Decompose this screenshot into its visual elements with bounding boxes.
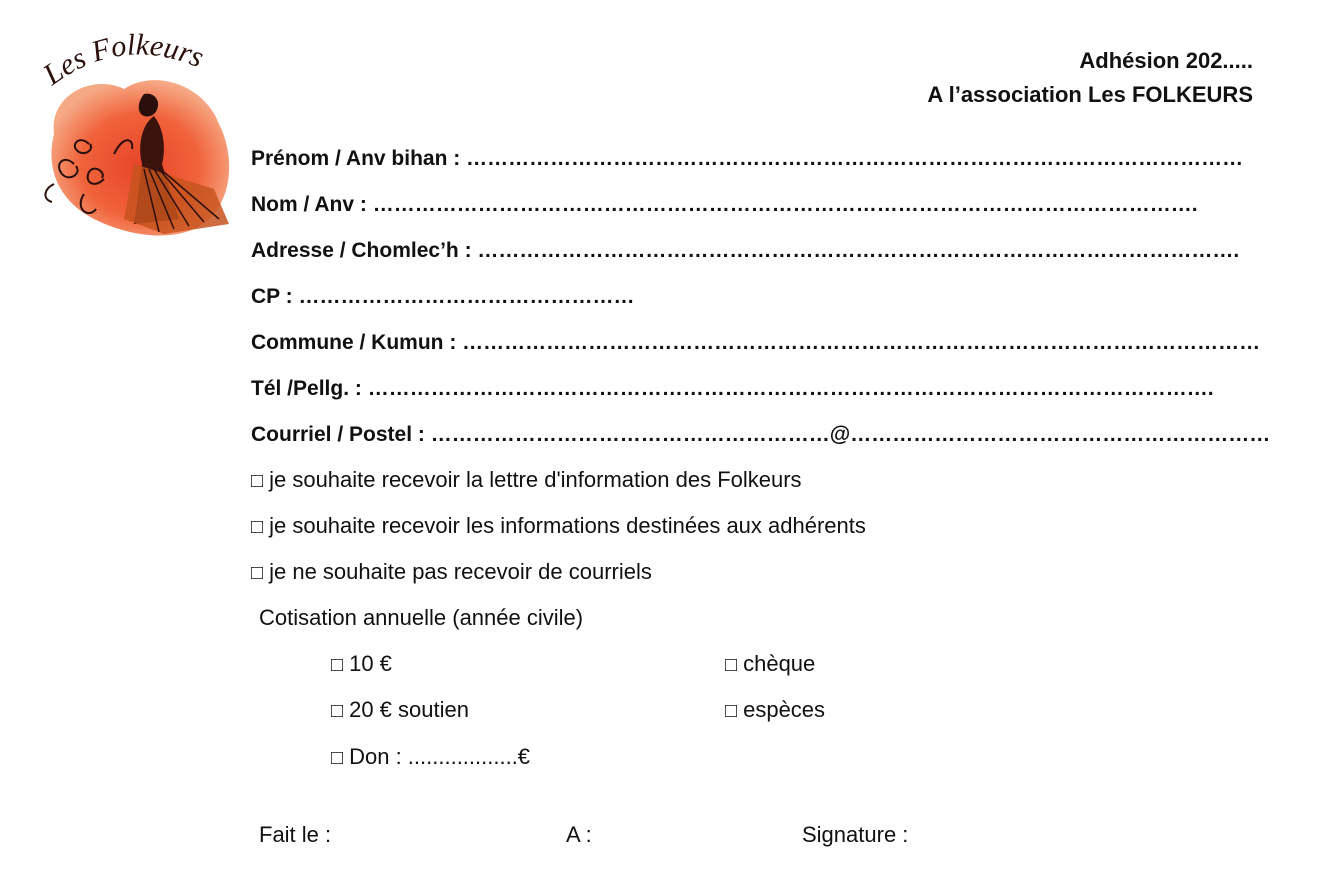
amount-10-label: 10 € xyxy=(349,651,392,676)
dancers-logo-icon xyxy=(14,14,254,244)
field-prenom-dots[interactable]: ………………………………………………………………………………………………… xyxy=(466,147,1244,170)
field-prenom[interactable] xyxy=(251,146,1243,172)
cotisation-title: Cotisation annuelle (année civile) xyxy=(259,605,584,630)
field-telephone-label: Tél /Pellg. : xyxy=(251,377,362,400)
option-newsletter[interactable] xyxy=(251,467,802,494)
checkbox-icon[interactable]: □ xyxy=(331,654,344,676)
field-cp[interactable] xyxy=(251,284,634,310)
payment-especes[interactable] xyxy=(725,697,825,724)
form-header xyxy=(927,44,1253,112)
field-courriel[interactable] xyxy=(251,422,1270,448)
footer-lieu[interactable]: A : xyxy=(566,822,592,847)
checkbox-icon[interactable]: □ xyxy=(331,700,344,722)
amount-10[interactable] xyxy=(331,651,392,678)
folkeurs-logo xyxy=(14,14,254,244)
checkbox-icon[interactable]: □ xyxy=(251,470,264,492)
header-association: A l’association Les FOLKEURS xyxy=(927,82,1253,107)
amount-don-label: Don : ..................€ xyxy=(349,744,531,769)
field-commune[interactable] xyxy=(251,330,1260,356)
checkbox-icon[interactable]: □ xyxy=(331,747,344,769)
field-cp-label: CP : xyxy=(251,285,293,308)
amount-20-soutien[interactable] xyxy=(331,697,469,724)
field-adresse[interactable] xyxy=(251,238,1239,264)
option-no-email[interactable] xyxy=(251,559,652,586)
footer-signature[interactable]: Signature : xyxy=(802,822,909,847)
field-courriel-dots[interactable]: …………………………………………………@…………………………………………………… xyxy=(430,423,1271,446)
checkbox-icon[interactable]: □ xyxy=(251,516,264,538)
option-no-email-label: je ne souhaite pas recevoir de courriels xyxy=(269,559,652,584)
field-nom-label: Nom / Anv : xyxy=(251,193,367,216)
field-nom-dots[interactable]: ………………………………………………………………………………………………………. xyxy=(372,193,1198,216)
payment-cheque-label: chèque xyxy=(743,651,816,676)
amount-don[interactable] xyxy=(331,744,530,771)
option-adherents-info-label: je souhaite recevoir les informations destinées aux adhérents xyxy=(269,513,866,538)
field-nom[interactable] xyxy=(251,192,1198,218)
header-adhesion-year: Adhésion 202..... xyxy=(1079,48,1253,73)
field-commune-label: Commune / Kumun : xyxy=(251,331,457,354)
logo-title: Les Folkeurs xyxy=(37,28,209,92)
option-adherents-info[interactable] xyxy=(251,513,866,540)
payment-especes-label: espèces xyxy=(743,697,826,722)
field-prenom-label: Prénom / Anv bihan : xyxy=(251,147,461,170)
option-newsletter-label: je souhaite recevoir la lettre d'information des Folkeurs xyxy=(269,467,802,492)
field-adresse-label: Adresse / Chomlec’h : xyxy=(251,239,472,262)
checkbox-icon[interactable]: □ xyxy=(251,562,264,584)
checkbox-icon[interactable]: □ xyxy=(725,700,738,722)
field-telephone-dots[interactable]: …………………………………………………………………………………………………………. xyxy=(367,377,1214,400)
field-adresse-dots[interactable]: ………………………………………………………………………………………………. xyxy=(477,239,1240,262)
field-courriel-label: Courriel / Postel : xyxy=(251,423,425,446)
field-commune-dots[interactable]: …………………………………………………………………………………………………… xyxy=(462,331,1261,354)
amount-20-soutien-label: 20 € soutien xyxy=(349,697,469,722)
footer-fait-le[interactable]: Fait le : xyxy=(259,822,332,847)
checkbox-icon[interactable]: □ xyxy=(725,654,738,676)
field-telephone[interactable] xyxy=(251,376,1214,402)
field-cp-dots[interactable]: ………………………………………… xyxy=(298,285,635,308)
payment-cheque[interactable] xyxy=(725,651,815,678)
